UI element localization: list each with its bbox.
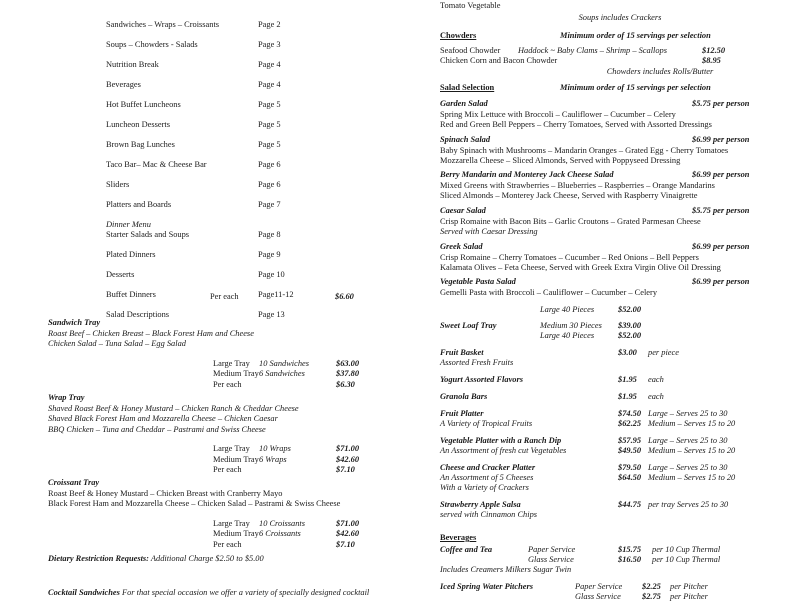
price-size: Medium Tray bbox=[213, 529, 259, 538]
sandwich-tray-desc-line: Chicken Salad – Tuna Salad – Egg Salad bbox=[48, 339, 186, 348]
platter-price-desc: Large – Serves 25 to 30 bbox=[648, 463, 728, 472]
platter-subrow bbox=[440, 419, 800, 430]
toc-entry-page: Page 2 bbox=[258, 20, 281, 29]
loaf-size: Large 40 Pieces bbox=[540, 331, 595, 340]
soup-includes-note: Soups includes Crackers bbox=[578, 13, 662, 22]
water-unit: per Pitcher bbox=[670, 592, 708, 601]
toc-entry-page: Page 7 bbox=[258, 200, 281, 209]
salad-item bbox=[440, 206, 800, 238]
toc-row bbox=[106, 200, 386, 210]
water-service: Glass Service bbox=[575, 592, 621, 601]
toc-entry-page: Page 4 bbox=[258, 60, 281, 69]
salad-title-row bbox=[440, 135, 800, 146]
salad-item bbox=[440, 99, 800, 131]
snack-name: Yogurt Assorted Flavors bbox=[440, 375, 523, 384]
wrap-tray-title: Wrap Tray bbox=[48, 393, 85, 402]
platter-name: Cheese and Cracker Platter bbox=[440, 463, 536, 472]
platter-price: $64.50 bbox=[618, 473, 642, 482]
price-row bbox=[213, 529, 408, 540]
price-row bbox=[213, 380, 408, 391]
sweet-loaf-tray-title: Sweet Loaf Tray bbox=[440, 321, 497, 330]
salsa-desc: served with Cinnamon Chips bbox=[440, 510, 538, 519]
snack-unit: each bbox=[648, 392, 664, 401]
price-qty bbox=[259, 380, 336, 391]
table-of-contents bbox=[106, 20, 386, 330]
toc-entry-name: Beverages bbox=[106, 80, 141, 89]
dietary-restriction-note bbox=[48, 554, 264, 565]
soup-tail-line: Tomato Vegetable bbox=[440, 1, 501, 10]
price-amount: $7.10 bbox=[336, 539, 355, 549]
water-service: Paper Service bbox=[575, 582, 623, 591]
loaf-size: Medium 30 Pieces bbox=[540, 321, 602, 330]
salad-desc-line: Crisp Romaine with Bacon Bits – Garlic Croutons – Grated Parmesan Cheese bbox=[440, 216, 701, 226]
salad-price: $6.99 per person bbox=[692, 135, 750, 144]
toc-entry-name: Taco Bar– Mac & Cheese Bar bbox=[106, 160, 207, 169]
dietary-label: Dietary Restriction Requests: bbox=[48, 554, 149, 563]
price-size: Large Tray bbox=[213, 518, 250, 528]
salad-desc-line: Mozzarella Cheese – Sliced Almonds, Served with Poppyseed Dressing bbox=[440, 156, 681, 165]
toc-entry-page: Page 13 bbox=[258, 310, 285, 319]
croissant-tray-desc-line: Roast Beef & Honey Mustard – Chicken Breast with Cranberry Mayo bbox=[48, 488, 283, 498]
loaf-size: Large 40 Pieces bbox=[540, 305, 595, 314]
price-size: Per each bbox=[213, 539, 242, 549]
toc-entry-page: Page 5 bbox=[258, 120, 281, 129]
price-amount: $6.30 bbox=[336, 379, 355, 389]
snack-price: $1.95 bbox=[618, 392, 637, 401]
salad-title-row bbox=[440, 206, 800, 217]
snack-price: $3.00 bbox=[618, 348, 637, 357]
toc-row bbox=[106, 180, 386, 190]
chowders-header bbox=[440, 31, 800, 42]
toc-entry-name: Hot Buffet Luncheons bbox=[106, 100, 181, 109]
toc-row bbox=[106, 60, 386, 70]
price-amount: $71.00 bbox=[336, 518, 360, 528]
toc-row bbox=[106, 230, 386, 240]
platter-price-desc: Large – Serves 25 to 30 bbox=[648, 409, 728, 418]
toc-entry-page: Page 9 bbox=[258, 250, 281, 259]
salad-selection-minimum-note: Minimum order of 15 servings per selection bbox=[560, 83, 711, 92]
salad-price: $5.75 per person bbox=[692, 99, 750, 108]
salad-title-row bbox=[440, 242, 800, 253]
platter-desc: A Variety of Tropical Fruits bbox=[440, 419, 533, 428]
toc-entry-name: Soups – Chowders - Salads bbox=[106, 40, 198, 49]
snack-price: $1.95 bbox=[618, 375, 637, 384]
snack-name: Granola Bars bbox=[440, 392, 488, 401]
salsa-price-desc: per tray Serves 25 to 30 bbox=[648, 500, 729, 509]
wrap-tray-block bbox=[48, 393, 408, 476]
price-size: Medium Tray bbox=[213, 454, 259, 464]
salad-desc-line: Red and Green Bell Peppers – Cherry Tomatoes, Served with Assorted Dressings bbox=[440, 120, 712, 129]
salad-name: Spinach Salad bbox=[440, 135, 491, 144]
coffee-service: Glass Service bbox=[528, 555, 574, 564]
snack-row bbox=[440, 392, 800, 403]
toc-entry-page: Page 4 bbox=[258, 80, 281, 89]
toc-entry-name: Sandwiches – Wraps – Croissants bbox=[106, 20, 220, 29]
salad-desc-line: Served with Caesar Dressing bbox=[440, 227, 538, 236]
price-amount: $42.60 bbox=[336, 529, 360, 538]
toc-row bbox=[106, 160, 386, 170]
toc-entry-page: Page 6 bbox=[258, 180, 281, 189]
salad-selection-header-row bbox=[440, 83, 800, 94]
price-qty: 10 Sandwiches bbox=[259, 358, 310, 368]
price-qty: 10 Croissants bbox=[259, 518, 305, 528]
salad-selection-header bbox=[440, 83, 800, 94]
salad-desc-line: Mixed Greens with Strawberries – Blueberries – Raspberries – Orange Mandarins bbox=[440, 180, 715, 190]
price-amount: $37.80 bbox=[336, 369, 360, 378]
toc-section-heading-dinner: Dinner Menu bbox=[106, 220, 151, 229]
toc-row bbox=[106, 80, 386, 90]
platter-desc: An Assortment of fresh cut Vegetables bbox=[440, 446, 567, 455]
coffee-note: Includes Creamers Milkers Sugar Twin bbox=[440, 565, 572, 574]
price-size: Large Tray bbox=[213, 358, 250, 368]
sandwich-tray-block bbox=[48, 318, 408, 390]
toc-entry-page: Page 6 bbox=[258, 160, 281, 169]
price-size: Medium Tray bbox=[213, 369, 259, 378]
toc-entry-name: Sliders bbox=[106, 180, 130, 189]
platter-name: Vegetable Platter with a Ranch Dip bbox=[440, 436, 562, 445]
sandwich-tray-desc-line: Roast Beef – Chicken Breast – Black Forest Ham and Cheese bbox=[48, 328, 254, 338]
right-column bbox=[440, 0, 800, 600]
price-qty: 6 Croissants bbox=[259, 529, 301, 538]
platter-subrow bbox=[440, 483, 800, 494]
price-qty: 10 Wraps bbox=[259, 444, 291, 453]
price-row bbox=[213, 455, 408, 466]
salad-item bbox=[440, 277, 800, 298]
salad-name: Berry Mandarin and Monterey Jack Cheese Salad bbox=[440, 170, 614, 179]
salad-name: Caesar Salad bbox=[440, 206, 486, 215]
coffee-unit: per 10 Cup Thermal bbox=[652, 545, 721, 554]
snack-desc: Assorted Fresh Fruits bbox=[440, 358, 514, 367]
toc-entry-name: Desserts bbox=[106, 270, 135, 279]
price-row bbox=[213, 359, 408, 370]
platter-price-desc: Large – Serves 25 to 30 bbox=[648, 436, 728, 445]
toc-row bbox=[106, 40, 386, 50]
salad-item bbox=[440, 135, 800, 167]
salad-desc-line: Crisp Romaine – Cherry Tomatoes – Cucumber – Red Onions – Bell Peppers bbox=[440, 252, 699, 262]
snack-row bbox=[440, 375, 800, 386]
coffee-price: $16.50 bbox=[618, 555, 642, 564]
water-price: $2.75 bbox=[642, 592, 661, 601]
salad-title-row bbox=[440, 277, 800, 288]
toc-row bbox=[106, 270, 386, 280]
price-amount: $71.00 bbox=[336, 444, 360, 453]
chowder-price: $8.95 bbox=[702, 56, 721, 65]
loaf-price: $39.00 bbox=[618, 321, 642, 330]
coffee-unit: per 10 Cup Thermal bbox=[652, 555, 721, 564]
per-each-price: $6.60 bbox=[335, 292, 354, 301]
coffee-price: $15.75 bbox=[618, 545, 642, 554]
salad-item bbox=[440, 242, 800, 274]
toc-row bbox=[106, 120, 386, 130]
toc-entry-name: Buffet Dinners bbox=[106, 290, 156, 299]
coffee-name: Coffee and Tea bbox=[440, 545, 493, 554]
beverages-heading: Beverages bbox=[440, 533, 477, 542]
platter-price: $79.50 bbox=[618, 463, 642, 472]
platter-price-desc: Medium – Serves 15 to 20 bbox=[648, 473, 736, 482]
salad-name: Greek Salad bbox=[440, 242, 483, 251]
salad-title-row bbox=[440, 170, 800, 181]
water-row bbox=[440, 592, 800, 603]
salad-desc-line: Baby Spinach with Mushrooms – Mandarin Oranges – Grated Egg - Cherry Tomatoes bbox=[440, 145, 729, 155]
platter-price-desc: Medium – Serves 15 to 20 bbox=[648, 446, 736, 455]
beverages-header bbox=[440, 527, 800, 545]
toc-entry-page: Page 5 bbox=[258, 140, 281, 149]
toc-entry-name: Luncheon Desserts bbox=[106, 120, 170, 129]
sweet-loaf-tray-row bbox=[440, 331, 800, 342]
salad-title-row bbox=[440, 99, 800, 110]
price-amount: $63.00 bbox=[336, 358, 360, 368]
price-amount: $7.10 bbox=[336, 465, 355, 474]
platter-desc: With a Variety of Crackers bbox=[440, 483, 529, 492]
platter-price: $62.25 bbox=[618, 419, 642, 428]
croissant-tray-title: Croissant Tray bbox=[48, 478, 100, 487]
price-row bbox=[213, 519, 408, 530]
salad-desc-line: Gemelli Pasta with Broccoli – Cauliflower – Cucumber – Celery bbox=[440, 287, 658, 297]
price-qty bbox=[259, 540, 336, 551]
chowder-desc: Haddock ~ Baby Clams – Shrimp – Scallops bbox=[518, 46, 667, 55]
platter-price: $57.95 bbox=[618, 436, 642, 445]
salad-price: $6.99 per person bbox=[692, 242, 750, 251]
chowder-row bbox=[440, 56, 800, 67]
price-amount: $42.60 bbox=[336, 454, 360, 464]
salad-selection-heading: Salad Selection bbox=[440, 83, 495, 92]
price-size: Large Tray bbox=[213, 444, 250, 453]
toc-entry-name: Salad Descriptions bbox=[106, 310, 170, 319]
salad-price: $6.99 per person bbox=[692, 277, 750, 286]
chowders-heading: Chowders bbox=[440, 31, 477, 40]
price-row bbox=[213, 369, 408, 380]
per-each-top-row bbox=[210, 292, 354, 301]
snack-name: Fruit Basket bbox=[440, 348, 484, 357]
chowder-name: Seafood Chowder bbox=[440, 46, 501, 55]
salad-desc-line: Spring Mix Lettuce with Broccoli – Cauliflower – Cucumber – Celery bbox=[440, 109, 676, 119]
salad-desc-line: Kalamata Olives – Feta Cheese, Served with Greek Extra Virgin Olive Oil Dressing bbox=[440, 263, 721, 272]
cocktail-sandwiches-note bbox=[48, 588, 369, 599]
salsa-subrow bbox=[440, 510, 800, 521]
cocktail-text: For that special occasion we offer a variety of specially designed cocktail bbox=[119, 588, 370, 597]
chowder-name: Chicken Corn and Bacon Chowder bbox=[440, 56, 558, 65]
cocktail-label: Cocktail Sandwiches bbox=[48, 588, 120, 597]
sandwich-tray-price-table bbox=[213, 359, 408, 391]
salsa-name: Strawberry Apple Salsa bbox=[440, 500, 521, 509]
platter-price: $49.50 bbox=[618, 446, 642, 455]
dietary-text: Additional Charge $2.50 to $5.00 bbox=[148, 554, 264, 563]
toc-row bbox=[106, 100, 386, 110]
water-price: $2.25 bbox=[642, 582, 661, 591]
platter-name: Fruit Platter bbox=[440, 409, 484, 418]
wrap-tray-desc-line: Shaved Roast Beef & Honey Mustard – Chicken Ranch & Cheddar Cheese bbox=[48, 403, 299, 413]
price-size: Per each bbox=[213, 465, 242, 474]
chowder-price: $12.50 bbox=[702, 46, 726, 55]
toc-entry-name: Starter Salads and Soups bbox=[106, 230, 190, 239]
water-name: Iced Spring Water Pitchers bbox=[440, 582, 533, 591]
salsa-price: $44.75 bbox=[618, 500, 642, 509]
toc-entry-page: Page 3 bbox=[258, 40, 281, 49]
toc-row bbox=[106, 250, 386, 260]
salad-name: Vegetable Pasta Salad bbox=[440, 277, 516, 286]
per-each-label: Per each bbox=[210, 292, 239, 301]
platter-price: $74.50 bbox=[618, 409, 642, 418]
snack-subline bbox=[440, 358, 800, 369]
price-qty: 6 Wraps bbox=[259, 454, 287, 464]
loaf-orphan-row bbox=[440, 305, 800, 316]
wrap-tray-desc-line: Shaved Black Forest Ham and Mozzarella Cheese – Chicken Caesar bbox=[48, 414, 278, 423]
chowders-includes-note: Chowders includes Rolls/Butter bbox=[606, 67, 714, 76]
water-unit: per Pitcher bbox=[670, 582, 708, 591]
coffee-note-row bbox=[440, 565, 800, 576]
toc-entry-page: Page 10 bbox=[258, 270, 285, 279]
toc-row bbox=[106, 140, 386, 150]
price-row bbox=[213, 540, 408, 551]
toc-entry-page: Page11-12 bbox=[258, 290, 294, 299]
croissant-tray-block bbox=[48, 478, 408, 550]
chowders-minimum-note: Minimum order of 15 servings per selection bbox=[560, 31, 711, 40]
platter-desc: An Assortment of 5 Cheeses bbox=[440, 473, 534, 482]
toc-entry-page: Page 8 bbox=[258, 230, 281, 239]
price-row bbox=[213, 465, 408, 476]
price-row bbox=[213, 444, 408, 455]
croissant-tray-desc-line: Black Forest Ham and Mozzarella Cheese – Chicken Salad – Pastrami & Swiss Cheese bbox=[48, 499, 341, 508]
price-qty bbox=[259, 465, 336, 476]
platter-subrow bbox=[440, 446, 800, 457]
salad-price: $6.99 per person bbox=[692, 170, 750, 179]
salad-desc-line: Sliced Almonds – Monterey Jack Cheese, Served with Raspberry Vinaigrette bbox=[440, 191, 698, 200]
loaf-price: $52.00 bbox=[618, 305, 642, 314]
snack-unit: per piece bbox=[648, 348, 679, 357]
coffee-service: Paper Service bbox=[528, 545, 576, 554]
salad-price: $5.75 per person bbox=[692, 206, 750, 215]
toc-entry-name: Nutrition Break bbox=[106, 60, 159, 69]
loaf-price: $52.00 bbox=[618, 331, 642, 340]
salad-name: Garden Salad bbox=[440, 99, 488, 108]
toc-row bbox=[106, 20, 386, 30]
salad-item bbox=[440, 170, 800, 202]
croissant-tray-price-table bbox=[213, 519, 408, 551]
sandwich-tray-title: Sandwich Tray bbox=[48, 318, 101, 327]
toc-entry-name: Brown Bag Lunches bbox=[106, 140, 175, 149]
price-size: Per each bbox=[213, 379, 242, 389]
toc-entry-name: Plated Dinners bbox=[106, 250, 156, 259]
wrap-tray-price-table bbox=[213, 444, 408, 476]
chowders-header-row bbox=[440, 31, 800, 42]
snack-unit: each bbox=[648, 375, 664, 384]
toc-entry-page: Page 5 bbox=[258, 100, 281, 109]
platter-price-desc: Medium – Serves 15 to 20 bbox=[648, 419, 736, 428]
wrap-tray-desc-line: BBQ Chicken – Tuna and Cheddar – Pastrami and Swiss Cheese bbox=[48, 424, 266, 434]
price-qty: 6 Sandwiches bbox=[259, 369, 305, 378]
toc-entry-name: Platters and Boards bbox=[106, 200, 172, 209]
